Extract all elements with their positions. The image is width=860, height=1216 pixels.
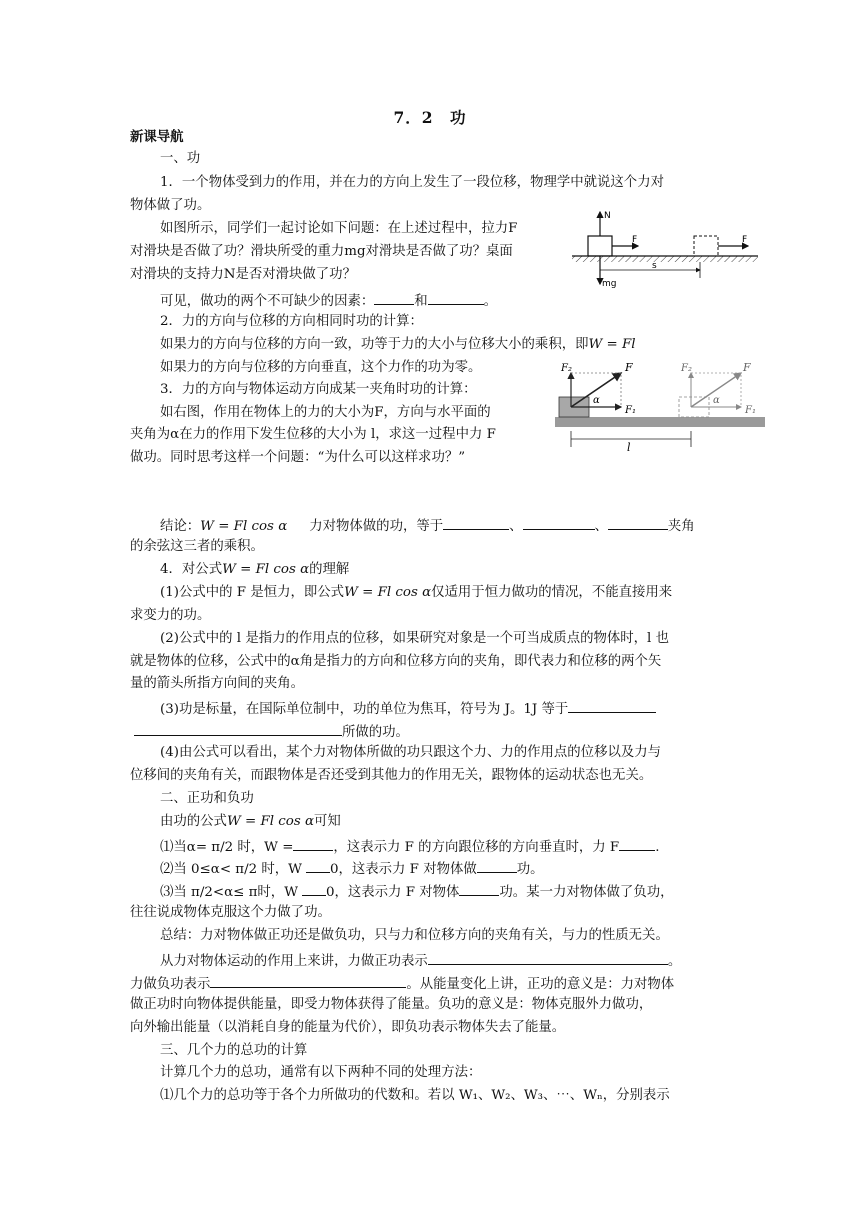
s1-p2-line2: 对滑块是否做了功？滑块所受的重力mg对滑块是否做了功？桌面 xyxy=(130,244,513,259)
case2-text2: 0，这表示力 F 对物体做 xyxy=(329,862,477,877)
conclusion-line2: 的余弦这三者的乘积。 xyxy=(130,539,264,554)
blank xyxy=(428,950,668,965)
s2-e3: 做正功时向物体提供能量，即受力物体获得了能量。负功的意义是：物体克服外力做功， xyxy=(130,997,653,1012)
s1-p9-text: 4．对公式 xyxy=(160,562,223,577)
sep: 、 xyxy=(509,519,523,534)
s2-e1-text: 从力对物体运动的作用上来讲，力做正功表示 xyxy=(160,954,428,969)
label-f2-b: F₂ xyxy=(681,363,692,374)
case1-text: ⑴当α= π/2 时，W = xyxy=(160,840,294,855)
label-mg: mg xyxy=(602,279,617,289)
item3-line2 xyxy=(134,721,409,742)
s1-p6: 如果力的方向与位移的方向垂直，这个力作的功为零。 xyxy=(160,360,482,375)
case1-end: . xyxy=(655,840,660,855)
item2-line2: 就是物体的位移，公式中的α角是指力的方向和位移方向的夹角，即代表力和位移的两个矢 xyxy=(130,654,662,669)
case1 xyxy=(160,836,659,857)
label-f: F xyxy=(632,235,638,245)
s1-p3 xyxy=(160,290,497,311)
case1-text2: ，这表示力 F 的方向跟位移的方向垂直时，力 F xyxy=(333,840,620,855)
s1-p8-line2: 夹角为α在力的作用下发生位移的大小为 l，求这一过程中力 F xyxy=(130,427,496,442)
formula-w-fl: W = Fl xyxy=(588,337,636,352)
formula-w-flcos: W = Fl cos α xyxy=(222,562,310,577)
case3-text2: 0，这表示力 F 对物体 xyxy=(325,885,460,900)
blank xyxy=(608,515,668,530)
s2-e1-end: 。 xyxy=(667,954,682,969)
blank xyxy=(568,698,656,713)
block-start xyxy=(588,236,612,256)
label-f: F xyxy=(625,361,633,374)
blank xyxy=(210,973,406,988)
blank xyxy=(306,858,330,873)
s1-p8-line3: 做功。同时思考这样一个问题：“为什么可以这样求功？” xyxy=(130,450,466,465)
s2-e1 xyxy=(160,950,681,971)
label-alpha-b: α xyxy=(713,395,720,406)
label-alpha: α xyxy=(593,395,600,406)
s1-p7: 3．力的方向与物体运动方向成某一夹角时功的计算： xyxy=(160,382,477,397)
blank xyxy=(428,290,484,305)
block-end xyxy=(694,236,718,256)
s2-e2 xyxy=(130,973,674,994)
s1-p3-text: 可见，做功的两个不可缺少的因素： xyxy=(160,294,375,309)
case2-text: ⑵当 0≤α< π/2 时，W xyxy=(160,862,302,877)
s1-p9-end: 的理解 xyxy=(309,562,350,577)
s3-heading: 三、几个力的总功的计算 xyxy=(160,1043,308,1058)
conclusion-end: 夹角 xyxy=(667,519,695,534)
s1-heading: 一、功 xyxy=(160,151,201,166)
s1-p5 xyxy=(160,336,636,354)
s2-e4: 向外输出能量（以消耗自身的能量为代价），即负功表示物体失去了能量。 xyxy=(130,1020,566,1035)
formula-w-flcos: W = Fl cos α xyxy=(226,814,315,829)
s2-summary: 总结：力对物体做正功还是做负功，只与力和位移方向的夹角有关，与力的性质无关。 xyxy=(160,928,669,943)
s1-p4: 2．力的方向与位移的方向相同时功的计算： xyxy=(160,314,423,329)
case3-text3: 功。某一力对物体做了负功， xyxy=(499,885,674,900)
blank xyxy=(302,881,326,896)
s3-p2: ⑴几个力的总功等于各个力所做功的代数和。若以 W₁、W₂、W₃、⋯、Wₙ，分别表示 xyxy=(160,1088,670,1103)
label-s: s xyxy=(652,261,657,271)
label-l: l xyxy=(627,441,631,454)
s1-p5-text: 如果力的方向与位移的方向一致，功等于力的大小与位移大小的乘积，即 xyxy=(160,337,589,352)
blank xyxy=(619,836,655,851)
item2-line3: 量的箭头所指方向间的夹角。 xyxy=(130,676,305,691)
formula-w-flcos: W = Fl cos α xyxy=(344,585,432,600)
blank xyxy=(443,515,509,530)
blank xyxy=(374,290,414,305)
ground xyxy=(555,417,765,427)
item3-line1 xyxy=(160,698,656,719)
conclusion-text: 力对物体做的功，等于 xyxy=(309,519,444,534)
page-title: 7．2 功 xyxy=(393,108,467,127)
label-f-b: F xyxy=(743,361,751,374)
label-f2: F xyxy=(742,235,748,245)
s1-p3-and: 和 xyxy=(414,294,428,309)
s3-p1: 计算几个力的总功，通常有以下两种不同的处理方法： xyxy=(160,1065,482,1080)
case3-line1 xyxy=(160,881,674,902)
item4-line2: 位移间的夹角有关，而跟物体是否还受到其他力的作用无关，跟物体的运动状态也无关。 xyxy=(130,768,653,783)
s2-heading: 二、正功和负功 xyxy=(160,791,254,806)
blank xyxy=(293,836,333,851)
s1-p3-end: 。 xyxy=(483,294,498,309)
case3-line2: 往往说成物体克服这个力做了功。 xyxy=(130,905,331,920)
case2 xyxy=(160,858,544,879)
s2-e2-text2: 。从能量变化上讲，正功的意义是：力对物体 xyxy=(406,977,675,992)
s1-p9 xyxy=(160,561,349,579)
formula-w-flcos: W = Fl cos α xyxy=(200,519,288,534)
sep: 、 xyxy=(594,519,608,534)
case3-text: ⑶当 π/2<α≤ π时，W xyxy=(160,885,298,900)
s1-p8-line1: 如右图，作用在物体上的力的大小为F，方向与水平面的 xyxy=(160,405,491,420)
blank xyxy=(477,858,517,873)
item4-line1: (4)由公式可以看出，某个力对物体所做的功只跟这个力、力的作用点的位移以及力与 xyxy=(160,745,662,760)
item1-text2: 仅适用于恒力做功的情况，不能直接用来 xyxy=(431,585,673,600)
blank xyxy=(459,881,499,896)
s1-p1-line2: 物体做了功。 xyxy=(130,198,211,213)
angled-force-figure xyxy=(555,355,765,455)
conclusion-line1 xyxy=(160,515,695,536)
label-f2: F₂ xyxy=(561,363,572,374)
item3-text2: 所做的功。 xyxy=(342,725,409,740)
s1-p1-line1: 1．一个物体受到力的作用，并在力的方向上发生了一段位移，物理学中就说这个力对 xyxy=(160,175,664,190)
s2-p1-end: 可知 xyxy=(314,814,341,829)
item1-line1 xyxy=(160,584,672,602)
blank xyxy=(134,721,342,736)
case2-end: 功。 xyxy=(516,862,544,877)
item1-line2: 求变力的功。 xyxy=(130,608,211,623)
sliding-block-figure xyxy=(568,206,760,292)
blank xyxy=(523,515,595,530)
label-n: N xyxy=(604,211,611,221)
item2-line1: (2)公式中的 l 是指力的作用点的位移，如果研究对象是一个可当成质点的物体时，l 也 xyxy=(160,631,669,646)
s2-p1 xyxy=(160,813,341,831)
item3-text: (3)功是标量，在国际单位制中，功的单位为焦耳，符号为 J。1J 等于 xyxy=(160,702,569,717)
s2-e2-text: 力做负功表示 xyxy=(130,977,211,992)
conclusion-label: 结论： xyxy=(160,519,201,534)
label-f1-b: F₁ xyxy=(745,405,756,416)
label-f1: F₁ xyxy=(625,405,636,416)
item1-text: (1)公式中的 F 是恒力，即公式 xyxy=(160,585,345,600)
s1-p2-line1: 如图所示，同学们一起讨论如下问题：在上述过程中，拉力F xyxy=(160,221,518,236)
section-heading: 新课导航 xyxy=(130,129,184,145)
s2-p1-text: 由功的公式 xyxy=(160,814,227,829)
s1-p2-line3: 对滑块的支持力N是否对滑块做了功？ xyxy=(130,267,356,282)
